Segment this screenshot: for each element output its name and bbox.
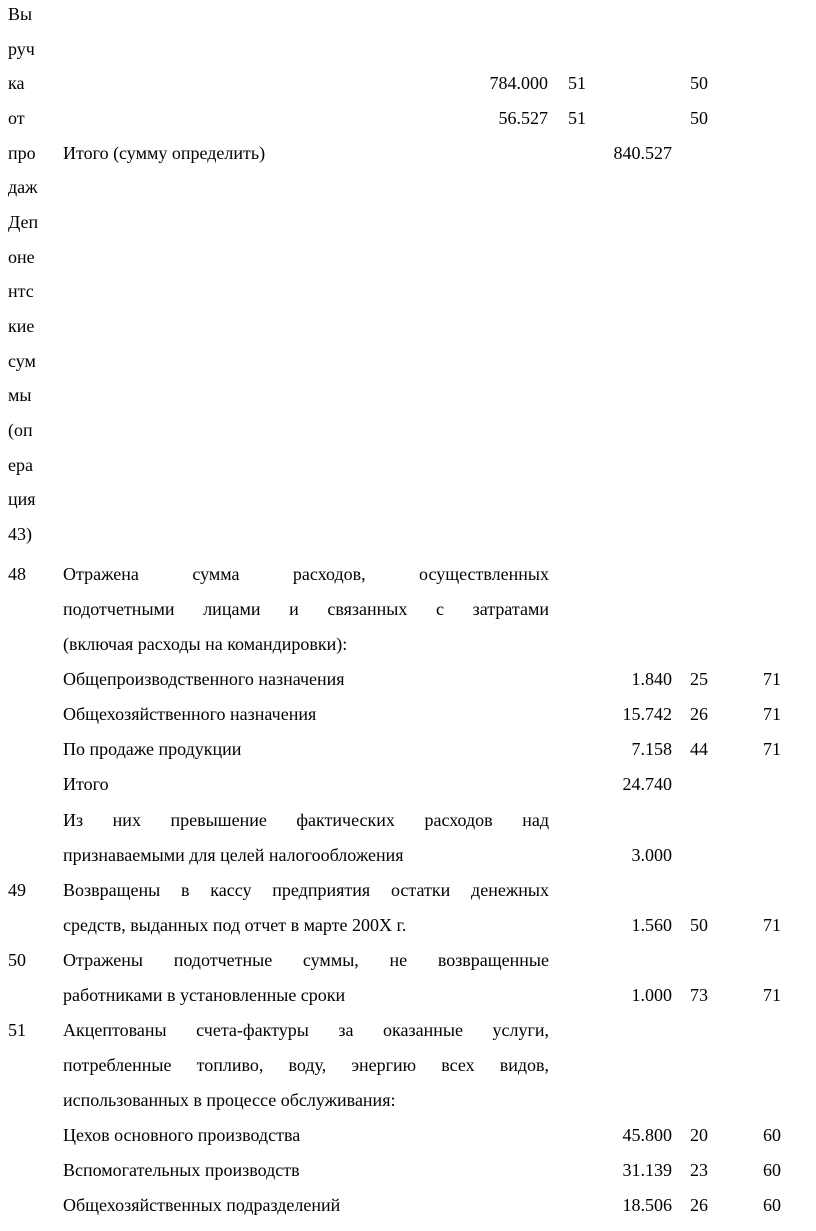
operation-number: 48 <box>8 564 26 584</box>
item-label: Вспомогательных производств <box>63 1160 300 1180</box>
left-column-word: кие <box>8 316 35 336</box>
debit-cell: 51 <box>568 73 586 93</box>
credit-cell: 60 <box>763 1160 781 1180</box>
description-line: признаваемыми для целей налогообложения <box>63 845 404 865</box>
left-column-word: нтс <box>8 281 34 301</box>
amount-cell: 1.840 <box>631 669 672 689</box>
description-line: Возвращены в кассу предприятия остатки денежных <box>63 880 549 900</box>
item-label: По продаже продукции <box>63 739 242 759</box>
description-line: Из них превышение фактических расходов над <box>63 810 549 830</box>
left-column-word: ка <box>8 73 25 93</box>
credit-cell: 71 <box>763 669 781 689</box>
amount-cell: 56.527 <box>498 108 548 128</box>
amount-cell: 1.560 <box>631 915 672 935</box>
credit-cell: 71 <box>763 915 781 935</box>
left-column-word: 43) <box>8 524 32 544</box>
amount-cell: 7.158 <box>631 739 672 759</box>
left-column-word: ция <box>8 489 36 509</box>
total-label: Итого (сумму определить) <box>63 143 266 163</box>
description-line: использованных в процессе обслуживания: <box>63 1090 396 1110</box>
debit-cell: 23 <box>690 1160 708 1180</box>
amount-cell: 3.000 <box>631 845 672 865</box>
description-line: (включая расходы на командировки): <box>63 634 348 654</box>
total-label: Итого <box>63 774 109 794</box>
amount-cell: 31.139 <box>622 1160 672 1180</box>
total-amount: 24.740 <box>622 774 672 794</box>
left-column-word: Деп <box>8 212 39 232</box>
left-column-word: ера <box>8 455 33 475</box>
item-label: Цехов основного производства <box>63 1125 301 1145</box>
amount-cell: 15.742 <box>622 704 672 724</box>
description-line: средств, выданных под отчет в марте 200Х г. <box>63 915 407 935</box>
amount-cell: 45.800 <box>622 1125 672 1145</box>
total-amount: 840.527 <box>613 143 672 163</box>
debit-cell: 50 <box>690 915 708 935</box>
debit-cell: 44 <box>690 739 708 759</box>
left-column-word: (оп <box>8 420 33 440</box>
item-label: Общепроизводственного назначения <box>63 669 345 689</box>
credit-cell: 71 <box>763 739 781 759</box>
debit-cell: 25 <box>690 669 708 689</box>
credit-cell: 50 <box>690 108 708 128</box>
operation-number: 51 <box>8 1020 26 1040</box>
debit-cell: 51 <box>568 108 586 128</box>
operation-number: 49 <box>8 880 26 900</box>
credit-cell: 71 <box>763 704 781 724</box>
left-column-word: Вы <box>8 4 33 24</box>
debit-cell: 26 <box>690 1195 708 1215</box>
debit-cell: 26 <box>690 704 708 724</box>
description-line: Отражены подотчетные суммы, не возвращенные <box>63 950 549 970</box>
left-column-word: даж <box>8 177 38 197</box>
item-label: Общехозяйственного назначения <box>63 704 317 724</box>
amount-cell: 1.000 <box>631 985 672 1005</box>
left-column-word: от <box>8 108 25 128</box>
amount-cell: 18.506 <box>622 1195 672 1215</box>
left-column-word: руч <box>8 39 35 59</box>
amount-cell: 784.000 <box>489 73 548 93</box>
left-column-word: сум <box>8 351 36 371</box>
credit-cell: 71 <box>763 985 781 1005</box>
left-column-word: про <box>8 143 36 163</box>
credit-cell: 60 <box>763 1195 781 1215</box>
debit-cell: 20 <box>690 1125 708 1145</box>
description-line: работниками в установленные сроки <box>63 985 346 1005</box>
item-label: Общехозяйственных подразделений <box>63 1195 341 1215</box>
credit-cell: 60 <box>763 1125 781 1145</box>
description-line: потребленные топливо, воду, энергию всех видов, <box>63 1055 549 1075</box>
description-line: подотчетными лицами и связанных с затратами <box>63 599 549 619</box>
debit-cell: 73 <box>690 985 708 1005</box>
left-column-word: оне <box>8 247 35 267</box>
description-line: Отражена сумма расходов, осуществленных <box>63 564 549 584</box>
operation-number: 50 <box>8 950 26 970</box>
description-line: Акцептованы счета-фактуры за оказанные услуги, <box>63 1020 549 1040</box>
left-column-word: мы <box>8 385 32 405</box>
credit-cell: 50 <box>690 73 708 93</box>
